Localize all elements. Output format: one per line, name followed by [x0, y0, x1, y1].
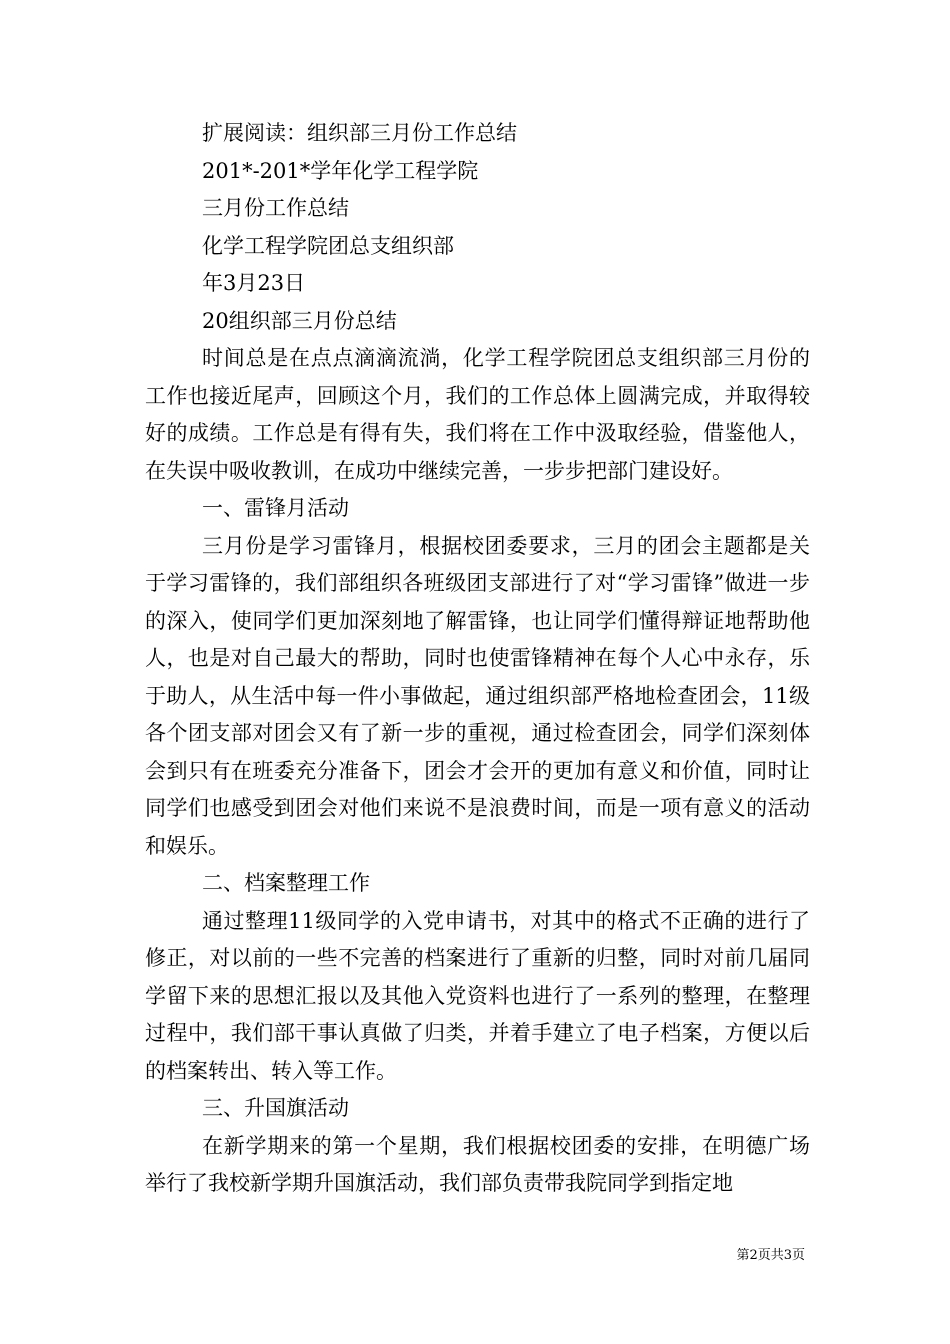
academic-year-line: 201*-201*学年化学工程学院 [202, 158, 479, 183]
extended-reading-title: 扩展阅读：组织部三月份工作总结 [202, 121, 517, 145]
intro-paragraph: 时间总是在点点滴滴流淌，化学工程学院团总支组织部三月份的工作也接近尾声，回顾这个月，我们的工作总体上圆满完成，并取得较好的成绩。工作总是有得有失，我们将在工作中汲取经验，借鉴他人，在失误中吸收教训，在成功中继续完善，一步步把部门建设好。 [145, 346, 810, 483]
section-body-flag-raising: 在新学期来的第一个星期，我们根据校团委的安排，在明德广场举行了我校新学期升国旗活动，我们部负责带我院同学到指定地 [145, 1133, 810, 1195]
report-title: 三月份工作总结 [202, 196, 349, 220]
page-number: 第2页共3页 [736, 1248, 805, 1263]
section-heading-flag-raising: 三、升国旗活动 [202, 1096, 349, 1120]
document-body [145, 115, 810, 1203]
report-date: 年3月23日 [202, 271, 306, 295]
section-heading-lei-feng: 一、雷锋月活动 [202, 496, 349, 520]
summary-subtitle: 20组织部三月份总结 [202, 308, 397, 333]
section-body-lei-feng: 三月份是学习雷锋月，根据校团委要求，三月的团会主题都是关于学习雷锋的，我们部组织各班级团支部进行了对“学习雷锋”做进一步的深入，使同学们更加深刻地了解雷锋，也让同学们懂得辩证地帮助他人，也是对自己最大的帮助，同时也使雷锋精神在每个人心中永存，乐于助人，从生活中每一件小事做起，通过组织部严格地检查团会，11级各个团支部对团会又有了新一步的重视，通过检查团会，同学们深刻体会到只有在班委充分准备下，团会才会开的更加有意义和价值，同时让同学们也感受到团会对他们来说不是浪费时间，而是一项有意义的活动和娱乐。 [145, 533, 810, 858]
section-body-archives: 通过整理11级同学的入党申请书，对其中的格式不正确的进行了修正，对以前的一些不完善的档案进行了重新的归整，同时对前几届同学留下来的思想汇报以及其他入党资料也进行了一系列的整理，在整理过程中，我们部干事认真做了归类，并着手建立了电子档案，方便以后的档案转出、转入等工作。 [145, 908, 810, 1083]
department-name: 化学工程学院团总支组织部 [202, 233, 454, 258]
section-heading-archives: 二、档案整理工作 [202, 871, 370, 895]
